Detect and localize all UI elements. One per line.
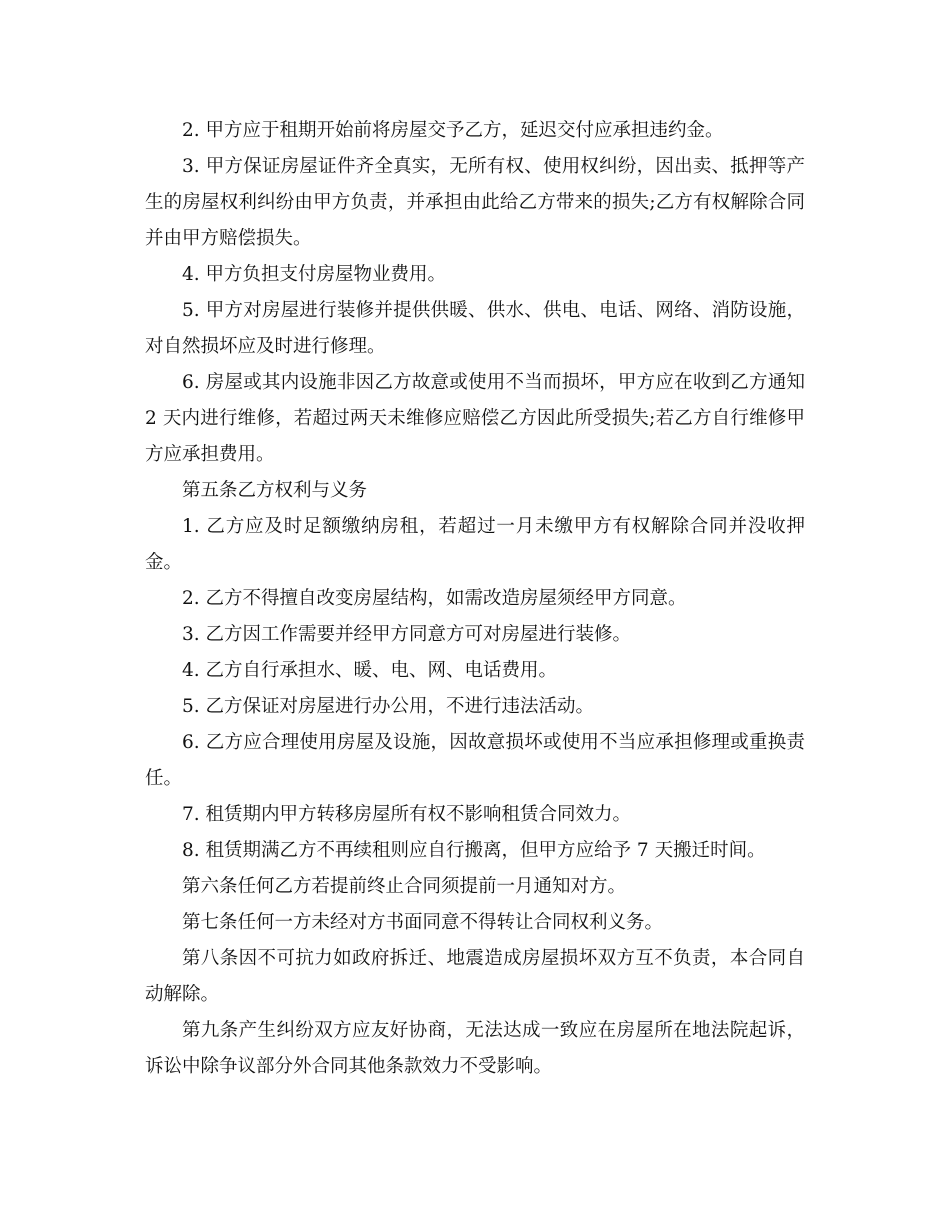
article-5-heading: 第五条乙方权利与义务 bbox=[182, 480, 368, 501]
clause-tenant-2: 2. 乙方不得擅自改变房屋结构，如需改造房屋须经甲方同意。 bbox=[182, 588, 687, 609]
clause-tenant-5: 5. 乙方保证对房屋进行办公用，不进行违法活动。 bbox=[182, 696, 595, 717]
clause-tenant-6: 6. 乙方应合理使用房屋及设施，因故意损坏或使用不当应承担修理或重换责任。 bbox=[145, 732, 805, 789]
clause-tenant-7: 7. 租赁期内甲方转移房屋所有权不影响租赁合同效力。 bbox=[182, 804, 632, 825]
article-6: 第六条任何乙方若提前终止合同须提前一月通知对方。 bbox=[182, 876, 627, 897]
article-7: 第七条任何一方未经对方书面同意不得转让合同权利义务。 bbox=[182, 912, 664, 933]
document-body bbox=[145, 113, 805, 1085]
clause-landlord-4: 4. 甲方负担支付房屋物业费用。 bbox=[182, 264, 447, 285]
clause-tenant-8: 8. 租赁期满乙方不再续租则应自行搬离，但甲方应给予 7 天搬迁时间。 bbox=[182, 840, 766, 861]
clause-tenant-4: 4. 乙方自行承担水、暖、电、网、电话费用。 bbox=[182, 660, 558, 681]
clause-tenant-3: 3. 乙方因工作需要并经甲方同意方可对房屋进行装修。 bbox=[182, 624, 632, 645]
clause-landlord-2: 2. 甲方应于租期开始前将房屋交予乙方，延迟交付应承担违约金。 bbox=[182, 120, 724, 141]
clause-tenant-1: 1. 乙方应及时足额缴纳房租，若超过一月未缴甲方有权解除合同并没收押金。 bbox=[145, 516, 805, 573]
clause-landlord-3: 3. 甲方保证房屋证件齐全真实，无所有权、使用权纠纷，因出卖、抵押等产生的房屋权利纠纷由甲方负责，并承担由此给乙方带来的损失;乙方有权解除合同并由甲方赔偿损失。 bbox=[145, 156, 805, 249]
clause-landlord-5: 5. 甲方对房屋进行装修并提供供暖、供水、供电、电话、网络、消防设施，对自然损坏应及时进行修理。 bbox=[145, 300, 805, 357]
article-8: 第八条因不可抗力如政府拆迁、地震造成房屋损坏双方互不负责，本合同自动解除。 bbox=[145, 948, 805, 1005]
clause-landlord-6: 6. 房屋或其内设施非因乙方故意或使用不当而损坏，甲方应在收到乙方通知 2 天内进行维修，若超过两天未维修应赔偿乙方因此所受损失;若乙方自行维修甲方应承担费用。 bbox=[145, 372, 805, 465]
article-9: 第九条产生纠纷双方应友好协商，无法达成一致应在房屋所在地法院起诉，诉讼中除争议部分外合同其他条款效力不受影响。 bbox=[145, 1020, 805, 1077]
